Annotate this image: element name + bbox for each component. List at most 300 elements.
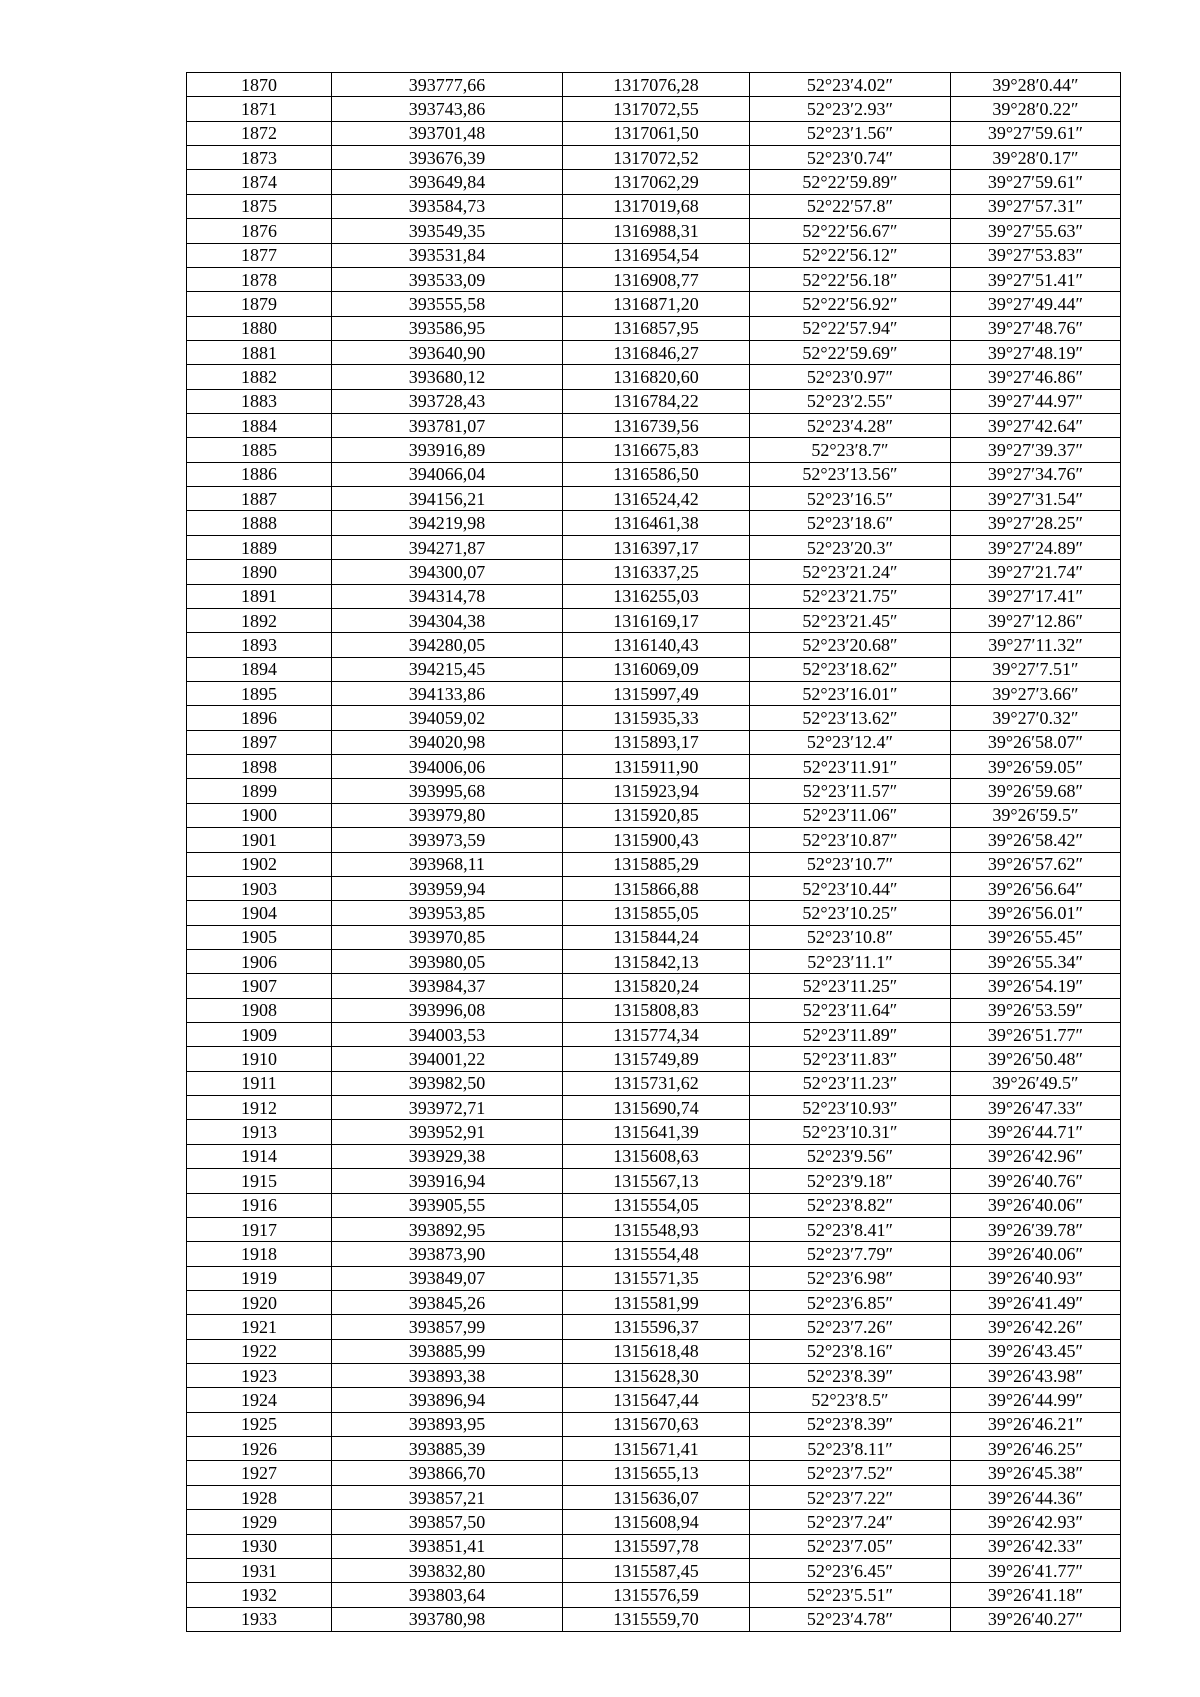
latitude-cell: 52°23′10.25″ [750, 901, 951, 925]
latitude-cell: 52°23′4.02″ [750, 73, 951, 97]
longitude-cell: 39°27′46.86″ [951, 365, 1121, 389]
point-number-cell: 1902 [187, 852, 332, 876]
point-number-cell: 1901 [187, 828, 332, 852]
point-number-cell: 1921 [187, 1315, 332, 1339]
longitude-cell: 39°27′53.83″ [951, 243, 1121, 267]
point-number-cell: 1890 [187, 560, 332, 584]
table-row [187, 560, 1121, 584]
x-coordinate-cell: 393857,50 [332, 1510, 563, 1534]
point-number-cell: 1912 [187, 1096, 332, 1120]
longitude-cell: 39°26′42.26″ [951, 1315, 1121, 1339]
table-row [187, 170, 1121, 194]
x-coordinate-cell: 393743,86 [332, 97, 563, 121]
latitude-cell: 52°23′9.18″ [750, 1169, 951, 1193]
table-row [187, 243, 1121, 267]
longitude-cell: 39°28′0.44″ [951, 73, 1121, 97]
x-coordinate-cell: 393984,37 [332, 974, 563, 998]
x-coordinate-cell: 393979,80 [332, 803, 563, 827]
table-row [187, 365, 1121, 389]
longitude-cell: 39°26′44.99″ [951, 1388, 1121, 1412]
table-row [187, 803, 1121, 827]
x-coordinate-cell: 393640,90 [332, 340, 563, 364]
x-coordinate-cell: 393849,07 [332, 1266, 563, 1290]
latitude-cell: 52°23′18.62″ [750, 657, 951, 681]
y-coordinate-cell: 1316255,03 [563, 584, 750, 608]
longitude-cell: 39°27′24.89″ [951, 535, 1121, 559]
point-number-cell: 1919 [187, 1266, 332, 1290]
table-row [187, 194, 1121, 218]
y-coordinate-cell: 1315920,85 [563, 803, 750, 827]
y-coordinate-cell: 1316820,60 [563, 365, 750, 389]
latitude-cell: 52°23′11.91″ [750, 755, 951, 779]
longitude-cell: 39°26′58.07″ [951, 730, 1121, 754]
y-coordinate-cell: 1315596,37 [563, 1315, 750, 1339]
x-coordinate-cell: 393916,89 [332, 438, 563, 462]
x-coordinate-cell: 393586,95 [332, 316, 563, 340]
longitude-cell: 39°26′42.93″ [951, 1510, 1121, 1534]
table-row [187, 1485, 1121, 1509]
x-coordinate-cell: 394219,98 [332, 511, 563, 535]
longitude-cell: 39°26′59.68″ [951, 779, 1121, 803]
coordinates-table [186, 72, 1121, 1632]
point-number-cell: 1905 [187, 925, 332, 949]
longitude-cell: 39°27′7.51″ [951, 657, 1121, 681]
x-coordinate-cell: 394215,45 [332, 657, 563, 681]
longitude-cell: 39°27′55.63″ [951, 219, 1121, 243]
x-coordinate-cell: 394001,22 [332, 1047, 563, 1071]
x-coordinate-cell: 393780,98 [332, 1607, 563, 1631]
y-coordinate-cell: 1315774,34 [563, 1023, 750, 1047]
y-coordinate-cell: 1317072,55 [563, 97, 750, 121]
point-number-cell: 1909 [187, 1023, 332, 1047]
latitude-cell: 52°23′10.31″ [750, 1120, 951, 1144]
table-row [187, 779, 1121, 803]
point-number-cell: 1904 [187, 901, 332, 925]
longitude-cell: 39°26′58.42″ [951, 828, 1121, 852]
point-number-cell: 1925 [187, 1412, 332, 1436]
y-coordinate-cell: 1315844,24 [563, 925, 750, 949]
table-row [187, 1047, 1121, 1071]
y-coordinate-cell: 1315628,30 [563, 1364, 750, 1388]
longitude-cell: 39°26′50.48″ [951, 1047, 1121, 1071]
latitude-cell: 52°23′11.83″ [750, 1047, 951, 1071]
latitude-cell: 52°22′56.92″ [750, 292, 951, 316]
y-coordinate-cell: 1315554,05 [563, 1193, 750, 1217]
y-coordinate-cell: 1316397,17 [563, 535, 750, 559]
x-coordinate-cell: 393555,58 [332, 292, 563, 316]
y-coordinate-cell: 1315655,13 [563, 1461, 750, 1485]
point-number-cell: 1896 [187, 706, 332, 730]
longitude-cell: 39°26′40.76″ [951, 1169, 1121, 1193]
point-number-cell: 1918 [187, 1242, 332, 1266]
table-row [187, 535, 1121, 559]
longitude-cell: 39°26′45.38″ [951, 1461, 1121, 1485]
y-coordinate-cell: 1315641,39 [563, 1120, 750, 1144]
y-coordinate-cell: 1316988,31 [563, 219, 750, 243]
longitude-cell: 39°26′59.5″ [951, 803, 1121, 827]
table-row [187, 633, 1121, 657]
point-number-cell: 1926 [187, 1437, 332, 1461]
x-coordinate-cell: 393929,38 [332, 1144, 563, 1168]
y-coordinate-cell: 1317072,52 [563, 146, 750, 170]
latitude-cell: 52°23′8.82″ [750, 1193, 951, 1217]
longitude-cell: 39°26′39.78″ [951, 1217, 1121, 1241]
table-row [187, 730, 1121, 754]
table-row [187, 1217, 1121, 1241]
x-coordinate-cell: 394271,87 [332, 535, 563, 559]
point-number-cell: 1897 [187, 730, 332, 754]
latitude-cell: 52°23′4.28″ [750, 414, 951, 438]
table-row [187, 219, 1121, 243]
latitude-cell: 52°23′10.7″ [750, 852, 951, 876]
longitude-cell: 39°27′59.61″ [951, 121, 1121, 145]
latitude-cell: 52°23′10.44″ [750, 876, 951, 900]
point-number-cell: 1903 [187, 876, 332, 900]
longitude-cell: 39°26′46.25″ [951, 1437, 1121, 1461]
y-coordinate-cell: 1315866,88 [563, 876, 750, 900]
point-number-cell: 1881 [187, 340, 332, 364]
y-coordinate-cell: 1315554,48 [563, 1242, 750, 1266]
latitude-cell: 52°23′11.25″ [750, 974, 951, 998]
y-coordinate-cell: 1315885,29 [563, 852, 750, 876]
y-coordinate-cell: 1315581,99 [563, 1290, 750, 1314]
latitude-cell: 52°23′8.41″ [750, 1217, 951, 1241]
table-row [187, 73, 1121, 97]
y-coordinate-cell: 1315842,13 [563, 949, 750, 973]
latitude-cell: 52°23′5.51″ [750, 1583, 951, 1607]
x-coordinate-cell: 393857,99 [332, 1315, 563, 1339]
latitude-cell: 52°23′7.24″ [750, 1510, 951, 1534]
point-number-cell: 1870 [187, 73, 332, 97]
x-coordinate-cell: 393584,73 [332, 194, 563, 218]
longitude-cell: 39°28′0.17″ [951, 146, 1121, 170]
y-coordinate-cell: 1315548,93 [563, 1217, 750, 1241]
x-coordinate-cell: 394020,98 [332, 730, 563, 754]
y-coordinate-cell: 1315559,70 [563, 1607, 750, 1631]
latitude-cell: 52°23′8.7″ [750, 438, 951, 462]
latitude-cell: 52°22′56.18″ [750, 267, 951, 291]
x-coordinate-cell: 393973,59 [332, 828, 563, 852]
latitude-cell: 52°23′6.85″ [750, 1290, 951, 1314]
x-coordinate-cell: 393970,85 [332, 925, 563, 949]
table-row [187, 925, 1121, 949]
x-coordinate-cell: 394300,07 [332, 560, 563, 584]
point-number-cell: 1933 [187, 1607, 332, 1631]
x-coordinate-cell: 393996,08 [332, 998, 563, 1022]
point-number-cell: 1928 [187, 1485, 332, 1509]
x-coordinate-cell: 394003,53 [332, 1023, 563, 1047]
table-row [187, 681, 1121, 705]
table-row [187, 1120, 1121, 1144]
table-row [187, 97, 1121, 121]
longitude-cell: 39°26′41.77″ [951, 1558, 1121, 1582]
x-coordinate-cell: 393953,85 [332, 901, 563, 925]
y-coordinate-cell: 1315731,62 [563, 1071, 750, 1095]
point-number-cell: 1886 [187, 462, 332, 486]
y-coordinate-cell: 1317061,50 [563, 121, 750, 145]
longitude-cell: 39°26′59.05″ [951, 755, 1121, 779]
x-coordinate-cell: 393728,43 [332, 389, 563, 413]
point-number-cell: 1895 [187, 681, 332, 705]
y-coordinate-cell: 1316846,27 [563, 340, 750, 364]
latitude-cell: 52°22′57.94″ [750, 316, 951, 340]
point-number-cell: 1874 [187, 170, 332, 194]
longitude-cell: 39°26′56.01″ [951, 901, 1121, 925]
table-row [187, 901, 1121, 925]
latitude-cell: 52°23′6.98″ [750, 1266, 951, 1290]
x-coordinate-cell: 393896,94 [332, 1388, 563, 1412]
longitude-cell: 39°27′31.54″ [951, 487, 1121, 511]
table-row [187, 316, 1121, 340]
latitude-cell: 52°23′2.93″ [750, 97, 951, 121]
point-number-cell: 1920 [187, 1290, 332, 1314]
latitude-cell: 52°23′7.22″ [750, 1485, 951, 1509]
longitude-cell: 39°26′42.96″ [951, 1144, 1121, 1168]
table-row [187, 1339, 1121, 1363]
table-row [187, 462, 1121, 486]
table-row [187, 146, 1121, 170]
point-number-cell: 1922 [187, 1339, 332, 1363]
point-number-cell: 1873 [187, 146, 332, 170]
y-coordinate-cell: 1315935,33 [563, 706, 750, 730]
latitude-cell: 52°23′21.45″ [750, 608, 951, 632]
y-coordinate-cell: 1317019,68 [563, 194, 750, 218]
point-number-cell: 1883 [187, 389, 332, 413]
y-coordinate-cell: 1315636,07 [563, 1485, 750, 1509]
longitude-cell: 39°27′57.31″ [951, 194, 1121, 218]
table-row [187, 1558, 1121, 1582]
point-number-cell: 1893 [187, 633, 332, 657]
x-coordinate-cell: 393701,48 [332, 121, 563, 145]
point-number-cell: 1894 [187, 657, 332, 681]
longitude-cell: 39°26′40.27″ [951, 1607, 1121, 1631]
x-coordinate-cell: 394156,21 [332, 487, 563, 511]
latitude-cell: 52°23′10.8″ [750, 925, 951, 949]
table-row [187, 949, 1121, 973]
y-coordinate-cell: 1315749,89 [563, 1047, 750, 1071]
longitude-cell: 39°27′34.76″ [951, 462, 1121, 486]
latitude-cell: 52°23′11.1″ [750, 949, 951, 973]
point-number-cell: 1885 [187, 438, 332, 462]
table-row [187, 1315, 1121, 1339]
latitude-cell: 52°23′0.97″ [750, 365, 951, 389]
longitude-cell: 39°27′59.61″ [951, 170, 1121, 194]
y-coordinate-cell: 1315923,94 [563, 779, 750, 803]
latitude-cell: 52°23′11.89″ [750, 1023, 951, 1047]
longitude-cell: 39°26′51.77″ [951, 1023, 1121, 1047]
point-number-cell: 1899 [187, 779, 332, 803]
x-coordinate-cell: 393995,68 [332, 779, 563, 803]
point-number-cell: 1875 [187, 194, 332, 218]
longitude-cell: 39°27′0.32″ [951, 706, 1121, 730]
y-coordinate-cell: 1315608,94 [563, 1510, 750, 1534]
point-number-cell: 1872 [187, 121, 332, 145]
table-row [187, 1242, 1121, 1266]
point-number-cell: 1927 [187, 1461, 332, 1485]
latitude-cell: 52°23′11.23″ [750, 1071, 951, 1095]
table-row [187, 292, 1121, 316]
longitude-cell: 39°26′55.45″ [951, 925, 1121, 949]
y-coordinate-cell: 1315597,78 [563, 1534, 750, 1558]
latitude-cell: 52°23′9.56″ [750, 1144, 951, 1168]
table-row [187, 438, 1121, 462]
y-coordinate-cell: 1315587,45 [563, 1558, 750, 1582]
latitude-cell: 52°23′20.68″ [750, 633, 951, 657]
y-coordinate-cell: 1316857,95 [563, 316, 750, 340]
y-coordinate-cell: 1317062,29 [563, 170, 750, 194]
point-number-cell: 1907 [187, 974, 332, 998]
point-number-cell: 1892 [187, 608, 332, 632]
longitude-cell: 39°26′40.93″ [951, 1266, 1121, 1290]
point-number-cell: 1900 [187, 803, 332, 827]
x-coordinate-cell: 394066,04 [332, 462, 563, 486]
x-coordinate-cell: 393680,12 [332, 365, 563, 389]
point-number-cell: 1913 [187, 1120, 332, 1144]
y-coordinate-cell: 1315690,74 [563, 1096, 750, 1120]
x-coordinate-cell: 393980,05 [332, 949, 563, 973]
longitude-cell: 39°27′17.41″ [951, 584, 1121, 608]
x-coordinate-cell: 393885,99 [332, 1339, 563, 1363]
longitude-cell: 39°26′41.49″ [951, 1290, 1121, 1314]
x-coordinate-cell: 393649,84 [332, 170, 563, 194]
longitude-cell: 39°26′44.71″ [951, 1120, 1121, 1144]
y-coordinate-cell: 1315608,63 [563, 1144, 750, 1168]
latitude-cell: 52°23′10.87″ [750, 828, 951, 852]
x-coordinate-cell: 394006,06 [332, 755, 563, 779]
latitude-cell: 52°23′13.56″ [750, 462, 951, 486]
x-coordinate-cell: 394280,05 [332, 633, 563, 657]
point-number-cell: 1929 [187, 1510, 332, 1534]
longitude-cell: 39°26′42.33″ [951, 1534, 1121, 1558]
point-number-cell: 1876 [187, 219, 332, 243]
table-row [187, 1412, 1121, 1436]
longitude-cell: 39°26′46.21″ [951, 1412, 1121, 1436]
point-number-cell: 1930 [187, 1534, 332, 1558]
longitude-cell: 39°27′49.44″ [951, 292, 1121, 316]
point-number-cell: 1888 [187, 511, 332, 535]
x-coordinate-cell: 393968,11 [332, 852, 563, 876]
table-row [187, 828, 1121, 852]
x-coordinate-cell: 393777,66 [332, 73, 563, 97]
latitude-cell: 52°23′11.06″ [750, 803, 951, 827]
table-row [187, 852, 1121, 876]
table-row [187, 755, 1121, 779]
x-coordinate-cell: 394059,02 [332, 706, 563, 730]
table-row [187, 1364, 1121, 1388]
table-row [187, 389, 1121, 413]
latitude-cell: 52°23′6.45″ [750, 1558, 951, 1582]
table-row [187, 1266, 1121, 1290]
latitude-cell: 52°23′2.55″ [750, 389, 951, 413]
y-coordinate-cell: 1316908,77 [563, 267, 750, 291]
table-row [187, 1193, 1121, 1217]
longitude-cell: 39°27′48.76″ [951, 316, 1121, 340]
latitude-cell: 52°22′59.69″ [750, 340, 951, 364]
latitude-cell: 52°23′8.11″ [750, 1437, 951, 1461]
latitude-cell: 52°23′21.75″ [750, 584, 951, 608]
y-coordinate-cell: 1316524,42 [563, 487, 750, 511]
point-number-cell: 1931 [187, 1558, 332, 1582]
y-coordinate-cell: 1316337,25 [563, 560, 750, 584]
y-coordinate-cell: 1316739,56 [563, 414, 750, 438]
latitude-cell: 52°22′59.89″ [750, 170, 951, 194]
longitude-cell: 39°28′0.22″ [951, 97, 1121, 121]
latitude-cell: 52°23′11.64″ [750, 998, 951, 1022]
latitude-cell: 52°23′12.4″ [750, 730, 951, 754]
point-number-cell: 1879 [187, 292, 332, 316]
point-number-cell: 1906 [187, 949, 332, 973]
table-row [187, 487, 1121, 511]
latitude-cell: 52°23′1.56″ [750, 121, 951, 145]
point-number-cell: 1910 [187, 1047, 332, 1071]
table-row [187, 1144, 1121, 1168]
longitude-cell: 39°26′40.06″ [951, 1242, 1121, 1266]
x-coordinate-cell: 393857,21 [332, 1485, 563, 1509]
x-coordinate-cell: 393892,95 [332, 1217, 563, 1241]
point-number-cell: 1884 [187, 414, 332, 438]
point-number-cell: 1915 [187, 1169, 332, 1193]
longitude-cell: 39°27′44.97″ [951, 389, 1121, 413]
y-coordinate-cell: 1315647,44 [563, 1388, 750, 1412]
y-coordinate-cell: 1316675,83 [563, 438, 750, 462]
point-number-cell: 1871 [187, 97, 332, 121]
longitude-cell: 39°26′55.34″ [951, 949, 1121, 973]
longitude-cell: 39°26′54.19″ [951, 974, 1121, 998]
x-coordinate-cell: 393916,94 [332, 1169, 563, 1193]
y-coordinate-cell: 1315855,05 [563, 901, 750, 925]
point-number-cell: 1878 [187, 267, 332, 291]
table-row [187, 608, 1121, 632]
y-coordinate-cell: 1315671,41 [563, 1437, 750, 1461]
longitude-cell: 39°26′47.33″ [951, 1096, 1121, 1120]
table-row [187, 1290, 1121, 1314]
longitude-cell: 39°26′56.64″ [951, 876, 1121, 900]
table-row [187, 1169, 1121, 1193]
x-coordinate-cell: 394314,78 [332, 584, 563, 608]
x-coordinate-cell: 393549,35 [332, 219, 563, 243]
longitude-cell: 39°27′3.66″ [951, 681, 1121, 705]
x-coordinate-cell: 393905,55 [332, 1193, 563, 1217]
table-row [187, 1388, 1121, 1412]
latitude-cell: 52°23′11.57″ [750, 779, 951, 803]
point-number-cell: 1932 [187, 1583, 332, 1607]
table-row [187, 414, 1121, 438]
longitude-cell: 39°26′41.18″ [951, 1583, 1121, 1607]
table-row [187, 657, 1121, 681]
y-coordinate-cell: 1315576,59 [563, 1583, 750, 1607]
latitude-cell: 52°23′8.39″ [750, 1364, 951, 1388]
latitude-cell: 52°23′21.24″ [750, 560, 951, 584]
y-coordinate-cell: 1316069,09 [563, 657, 750, 681]
latitude-cell: 52°23′7.05″ [750, 1534, 951, 1558]
point-number-cell: 1914 [187, 1144, 332, 1168]
latitude-cell: 52°23′16.5″ [750, 487, 951, 511]
y-coordinate-cell: 1315900,43 [563, 828, 750, 852]
y-coordinate-cell: 1315571,35 [563, 1266, 750, 1290]
table-row [187, 511, 1121, 535]
latitude-cell: 52°23′4.78″ [750, 1607, 951, 1631]
y-coordinate-cell: 1317076,28 [563, 73, 750, 97]
y-coordinate-cell: 1316461,38 [563, 511, 750, 535]
x-coordinate-cell: 393803,64 [332, 1583, 563, 1607]
x-coordinate-cell: 393851,41 [332, 1534, 563, 1558]
y-coordinate-cell: 1316169,17 [563, 608, 750, 632]
latitude-cell: 52°23′20.3″ [750, 535, 951, 559]
point-number-cell: 1917 [187, 1217, 332, 1241]
table-row [187, 121, 1121, 145]
longitude-cell: 39°27′42.64″ [951, 414, 1121, 438]
longitude-cell: 39°26′40.06″ [951, 1193, 1121, 1217]
